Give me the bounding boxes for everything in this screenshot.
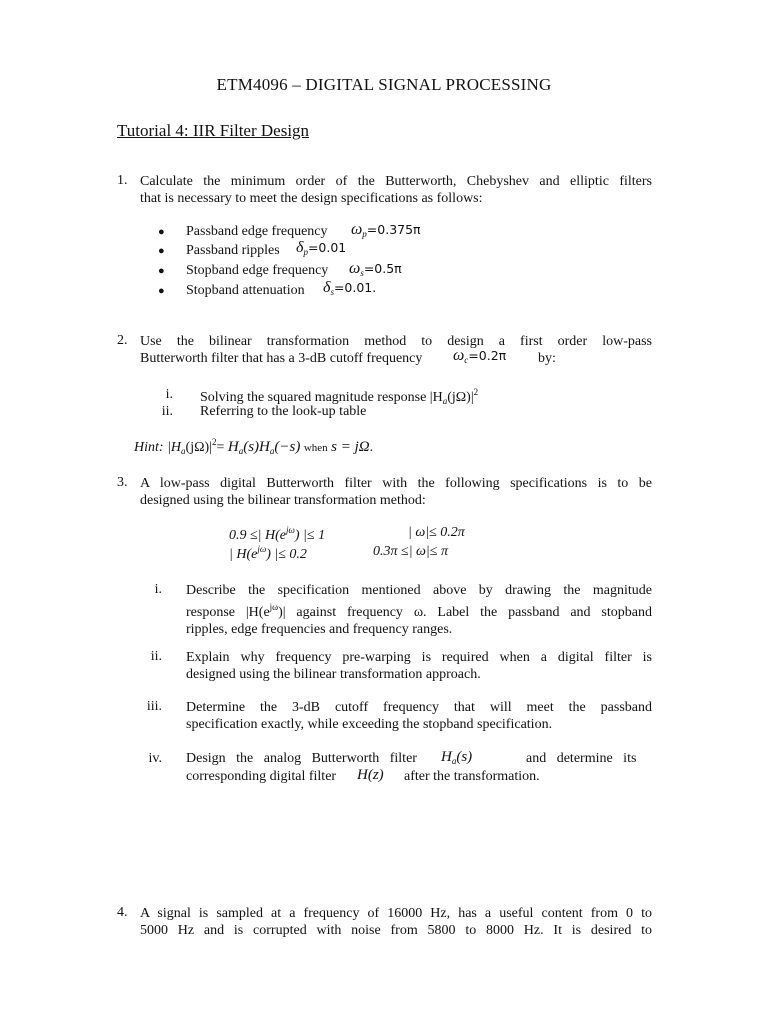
bullet-icon: ● — [158, 245, 165, 257]
q3-part-iv-number: iv. — [148, 751, 162, 766]
tutorial-heading: Tutorial 4: IIR Filter Design — [117, 121, 310, 140]
question-1-line-2: that is necessary to meet the design specifications as follows: — [140, 191, 483, 206]
question-3-number: 3. — [117, 475, 128, 490]
q1-bullet-1-label: Passband edge frequency — [186, 224, 328, 239]
q1-bullet-4 — [158, 279, 377, 299]
q3-spec-row-2-right: 0.3π ≤| ω|≤ π — [373, 544, 448, 559]
question-1-text — [140, 173, 652, 207]
q3-part-i-number: i. — [154, 582, 162, 597]
q1-bullet-4-formula: $\delta_s=0.01$. — [323, 279, 377, 297]
q3-part-iv-text: Design the analog Butterworth filter $H_a(s)$ and determine its corresponding digital filter H(z) after the transformation. — [186, 749, 637, 784]
question-1-line-1: Calculate the minimum order of the Butterworth, Chebyshev and elliptic filters — [140, 174, 652, 189]
q3-part-ii-number: ii. — [150, 649, 162, 664]
question-2-line-2: Butterworth filter that has a 3-dB cutoff frequency $\omega_c=0.2\pi$ by: — [140, 347, 556, 366]
q3-part-iii-number: iii. — [146, 699, 162, 714]
q1-bullet-3-formula: $\omega_s=0.5\pi$ — [349, 260, 402, 278]
q3-part-i-text: Describe the specification mentioned above by drawing the magnitude response $|H(e^{j\omega})|$ against frequency ω. Label the passband and stopband ripples, edge frequencies and frequency ranges. — [186, 583, 652, 637]
q3-spec-row-1-left: 0.9 ≤| $H(e^{j\omega})$ |≤ 1 — [229, 525, 326, 543]
bullet-icon: ● — [158, 226, 165, 238]
question-3-line-1: A low-pass digital Butterworth filter with the following specifications is to be — [140, 476, 652, 491]
question-1-number: 1. — [117, 173, 128, 188]
q1-bullet-3 — [158, 260, 402, 279]
q2-hint: Hint: $|H_a(j\Omega)|^2= H_a(s)H_a(-s)$ when s = jΩ. — [134, 437, 374, 456]
question-4-number: 4. — [117, 905, 128, 920]
question-2-line-1: Use the bilinear transformation method to design a first order low-pass — [140, 334, 652, 349]
document-title: ETM4096 – DIGITAL SIGNAL PROCESSING — [216, 75, 552, 94]
question-4-line-1: A signal is sampled at a frequency of 16000 Hz, has a useful content from 0 to — [140, 906, 652, 921]
question-3-text — [140, 475, 652, 509]
q3-spec-row-2-left: | $H(e^{j\omega})$ |≤ 0.2 — [229, 544, 307, 562]
bullet-icon: ● — [158, 285, 165, 297]
q3-spec-row-1-right: | ω|≤ 0.2π — [408, 525, 465, 540]
q1-bullet-2 — [158, 239, 347, 259]
question-4-text — [140, 905, 652, 939]
question-4-line-2: 5000 Hz and is corrupted with noise from 5800 to 8000 Hz. It is desired to — [140, 923, 652, 938]
question-2-number: 2. — [117, 333, 128, 348]
q1-bullet-1 — [158, 221, 421, 240]
q1-bullet-1-formula: $\omega_p=0.375\pi$ — [351, 221, 421, 239]
q3-part-ii-text: Explain why frequency pre-warping is required when a digital filter is designed using the bilinear transformation approach. — [186, 650, 652, 682]
q1-bullet-2-label: Passband ripples — [186, 243, 280, 258]
bullet-icon: ● — [158, 265, 165, 277]
q1-bullet-3-label: Stopband edge frequency — [186, 263, 329, 278]
question-3-line-2: designed using the bilinear transformation method: — [140, 493, 426, 508]
document-page: ETM4096 – DIGITAL SIGNAL PROCESSING Tutorial 4: IIR Filter Design 1. Calculate the minimum order of the Butterworth, Chebyshev and elliptic filters that is necessary to meet the design specifications as follows: ● Passband edge frequency $\omega_p=0.375\pi$ ● Passband ripples $\delta_p=0.01$ ● Stopband edge frequency $\omega_s=0.5\pi$ ● Stopband attenuation $\delta_s=0.01$. 2. Use the bilinear transformation method to design a first order low-pass Butterworth filter that has a 3-dB cutoff frequency $\omega_c=0.2\pi$ by: i. Solving the squared magnitude response $|H_a(j\Omega)|^2$ ii. Referring to the look-up table Hint: $|H_a(j\Omega)|^2= H_a(s)H_a(-s)$ when s = jΩ. 3. A low-pass digital Butterworth filter with the following specifications is to be designed using the bilinear transformation method: 0.9 ≤| $H(e^{j\omega})$ |≤ 1 | ω|≤ 0.2π | $H(e^{j\omega})$ |≤ 0.2 0.3π ≤| ω|≤ π i. Describe the specification mentioned above by drawing the magnitude response $|H(e^{j\omega})|$ against frequency ω. Label the passband and stopband ripples, edge frequencies and frequency ranges. ii. Explain why frequency pre-warping is required when a digital filter is designed using the bilinear transformation approach. iii. Determine the 3-dB cutoff frequency that will meet the passband specification exactly, while exceeding the stopband specification. iv. Design the analog Butterworth filter $H_a(s)$ and determine its corresponding digital filter H(z) after the transformation. 4. A signal is sampled at a frequency of 16000 Hz, has a useful content from 0 to 5000 Hz and is corrupted with noise from 5800 to 8000 Hz. It is desired to — [0, 0, 768, 1024]
q1-bullet-4-label: Stopband attenuation — [186, 283, 305, 298]
q1-bullet-2-formula: $\delta_p=0.01$ — [296, 239, 347, 257]
question-2-text — [140, 333, 652, 367]
q3-part-iii-text: Determine the 3-dB cutoff frequency that will meet the passband specification exactly, while exceeding the stopband specification. — [186, 700, 652, 732]
